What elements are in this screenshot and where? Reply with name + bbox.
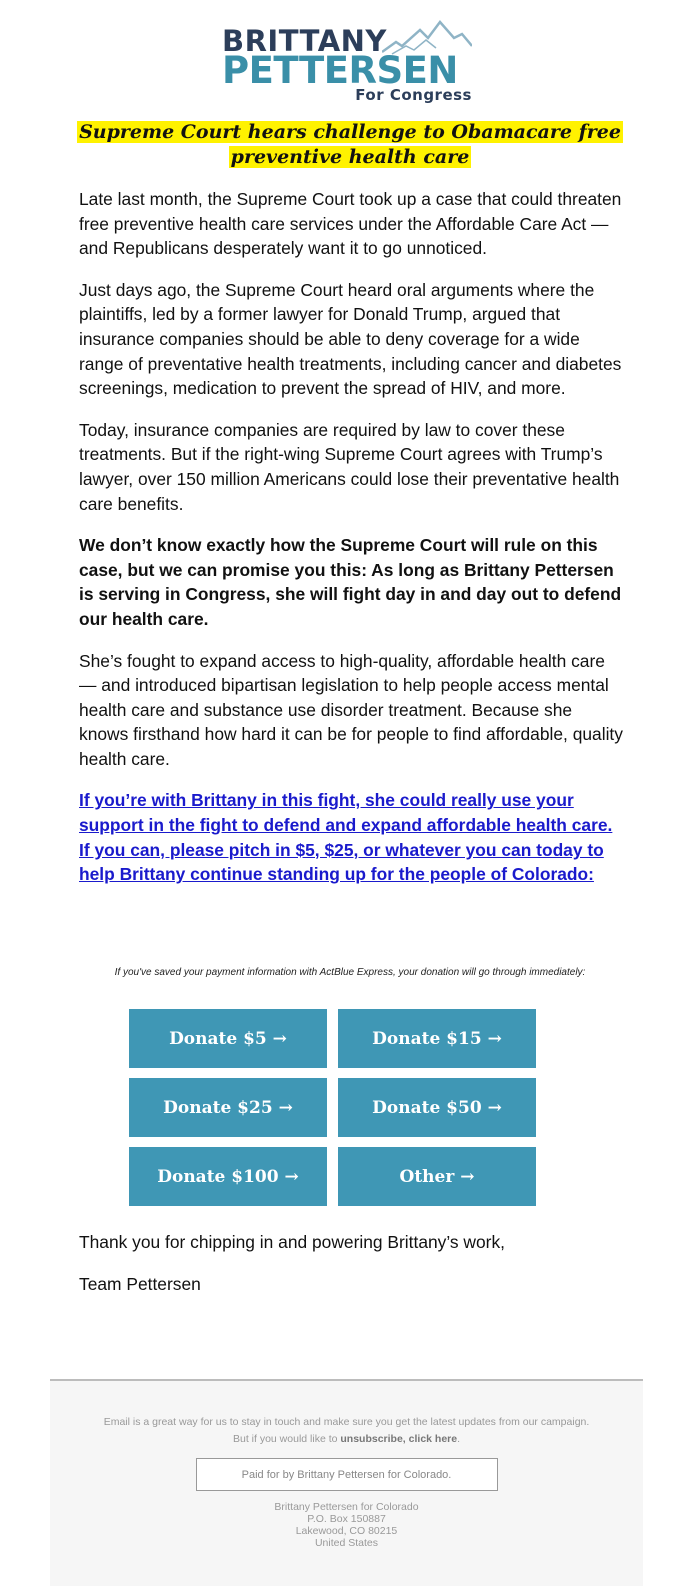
address-line: United States	[314, 1537, 379, 1549]
signature: Team Pettersen	[79, 1274, 201, 1294]
donate-50-button[interactable]: Donate $50 →	[338, 1078, 536, 1137]
paragraph-3: Today, insurance companies are required by law to cover these treatments. But if the right-wing Supreme Court agrees with Trump’s lawyer, over 150 million Americans could lose their preventative health care benefits.	[79, 419, 620, 514]
paragraph-5: She’s fought to expand access to high-quality, affordable health care — and introduced bipartisan legislation to help people access mental health care and substance use disorder treatment. Because she knows firsthand how hard it can be for people to find affordable, quality health care.	[79, 650, 623, 769]
donate-25-button[interactable]: Donate $25 →	[129, 1078, 327, 1137]
actblue-express-note: If you've saved your payment information with ActBlue Express, your donation will go through immediately:	[114, 967, 586, 978]
email-footer	[50, 1379, 643, 1586]
thank-you-line: Thank you for chipping in and powering Brittany’s work,	[79, 1232, 505, 1252]
headline-line-1: Supreme Court hears challenge to Obamacare free	[79, 121, 621, 143]
donate-5-button[interactable]: Donate $5 →	[129, 1009, 327, 1068]
closing	[79, 1230, 624, 1314]
logo-subtitle: For Congress	[355, 86, 472, 104]
paragraph-4-bold: We don’t know exactly how the Supreme Court will rule on this case, but we can promise you this: As long as Brittany Pettersen is serving in Congress, she will fight day in and day out to defend our health care.	[79, 535, 622, 629]
footer-message-prefix: But if you would like to	[232, 1433, 341, 1445]
footer-message-line-1: Email is a great way for us to stay in touch and make sure you get the latest updates from our campaign.	[103, 1416, 590, 1428]
mailing-address	[50, 1501, 643, 1549]
paragraph-2: Just days ago, the Supreme Court heard oral arguments where the plaintiffs, led by a former lawyer for Donald Trump, argued that insurance companies should be able to deny coverage for a wide range of preventative health treatments, including cancer and diabetes screenings, medication to prevent the spread of HIV, and more.	[79, 279, 622, 399]
headline	[70, 120, 630, 170]
paragraph-1: Late last month, the Supreme Court took up a case that could threaten free preventive health care services under the Affordable Care Act — and Republicans desperately want it to go unnoticed.	[79, 189, 622, 259]
headline-line-2: preventive health care	[230, 146, 470, 168]
campaign-logo	[222, 18, 472, 104]
address-line: P.O. Box 150887	[307, 1513, 386, 1525]
footer-message-suffix: .	[457, 1433, 461, 1445]
paid-for-disclaimer: Paid for by Brittany Pettersen for Colorado.	[196, 1458, 498, 1491]
donate-other-button[interactable]: Other →	[338, 1147, 536, 1206]
footer-message	[50, 1414, 643, 1448]
email-body	[79, 187, 624, 904]
cta-donate-link[interactable]: If you’re with Brittany in this fight, she could really use your support in the fight to defend and expand affordable health care. If you can, please pitch in $5, $25, or whatever you can today to help Brittany continue standing up for the people of Colorado:	[79, 790, 613, 885]
logo-last-name: PETTERSEN	[222, 49, 458, 92]
donate-15-button[interactable]: Donate $15 →	[338, 1009, 536, 1068]
address-line: Brittany Pettersen for Colorado	[274, 1501, 419, 1513]
logo-first-name: BRITTANY	[222, 24, 387, 58]
unsubscribe-link[interactable]: unsubscribe, click here	[340, 1433, 458, 1445]
address-line: Lakewood, CO 80215	[295, 1525, 398, 1537]
donate-button-grid	[129, 1009, 537, 1206]
donate-100-button[interactable]: Donate $100 →	[129, 1147, 327, 1206]
